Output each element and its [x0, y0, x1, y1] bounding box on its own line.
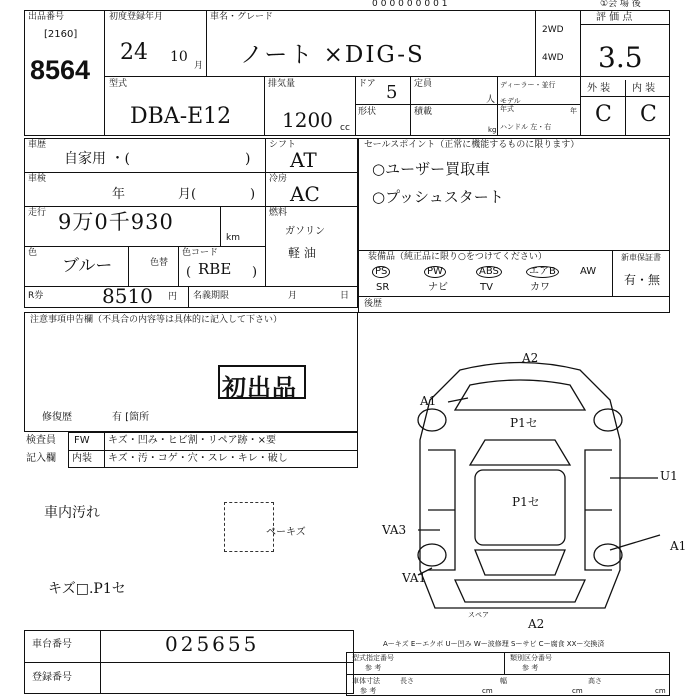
load-label: 積載	[414, 107, 433, 117]
color-paren-close: )	[252, 265, 258, 280]
inspection-year: 年	[112, 187, 126, 202]
inspector-int-items: キズ・汚・コゲ・穴・スレ・キレ・破し	[108, 453, 288, 464]
chassis-value: 025655	[165, 632, 260, 656]
dealer-label: ディーラー・並行	[500, 81, 556, 89]
first-listing-text: 初出品	[222, 374, 297, 402]
color-change-label: 色替	[150, 258, 169, 268]
shape-label: 形状	[358, 107, 377, 117]
repair-label: 修復歴	[42, 412, 72, 423]
diagram-mark-rear-left: VA1	[402, 571, 427, 585]
remarks-label: 後歴	[364, 299, 383, 309]
equip-leather: カワ	[530, 282, 550, 293]
exterior-score: C	[595, 102, 612, 127]
class-ref: 参 考	[522, 664, 539, 672]
recycle-label: R券	[28, 291, 44, 301]
mileage-label: 走行	[28, 208, 47, 218]
ac-label: 冷房	[269, 174, 288, 184]
length-label: 長さ	[400, 677, 414, 685]
inspection-month: 月(	[178, 187, 197, 202]
car-name: ノート ×DIG-S	[240, 42, 425, 68]
width-unit: cm	[572, 687, 583, 695]
door-label: ドア	[358, 79, 376, 89]
shift-value: AT	[290, 148, 317, 172]
equip-airbag: エアB	[526, 266, 559, 278]
diagram-mark-front-left: A1	[420, 394, 437, 408]
note-scratch: キズ□.P1セ	[48, 581, 126, 597]
damage-legend: Aーキズ Eーエクボ Uー凹み Wー波修理 Sーサビ Cー腐食 XXー交換済	[383, 640, 605, 648]
model-year-label: モデル 年式	[500, 97, 521, 113]
door-value: 5	[386, 82, 398, 103]
inspector-fw: FW	[74, 435, 90, 446]
interior-score: C	[640, 102, 657, 127]
diagram-mark-rear-right: A1	[670, 539, 687, 553]
recycle-value: 8510	[102, 284, 153, 308]
note-interior-dirty: 車内汚れ	[44, 505, 100, 521]
reg-month: 10	[170, 49, 188, 65]
registration-label: 登録番号	[32, 672, 72, 683]
color-value: ブルー	[62, 256, 113, 276]
color-paren-open: (	[186, 265, 192, 280]
type-ref: 参 考	[365, 664, 382, 672]
color-label: 色	[28, 248, 38, 258]
sales-point-1: ○ユーザー買取車	[372, 160, 491, 178]
model-value: DBA-E12	[130, 104, 232, 129]
type-label: 型式指定番号	[352, 654, 394, 662]
recycle-unit: 円	[168, 292, 178, 302]
note-bumper: ペーキズ	[266, 527, 306, 538]
spare-label: スペア	[468, 611, 489, 619]
history-value: 自家用 ・(	[64, 151, 130, 167]
top-number-fragment: 000000001	[372, 0, 451, 9]
mileage-unit: km	[226, 233, 240, 243]
year-unit: 年	[570, 107, 577, 115]
reg-year: 24	[120, 40, 148, 65]
load-unit: kg	[488, 126, 497, 134]
equip-aw: AW	[580, 266, 597, 277]
height-unit: cm	[655, 687, 666, 695]
equip-pw: PW	[424, 266, 446, 278]
lot-label: 出品番号	[28, 12, 65, 22]
fuel-gas: ガソリン	[285, 226, 325, 237]
expiry-day: 日	[340, 291, 350, 301]
equipment-label: 装備品（純正品に限り○をつけてください）	[368, 252, 547, 262]
expiry-month: 月	[288, 291, 298, 301]
venue-header: ①会 場 後	[600, 0, 641, 9]
expiry-label: 名義期限	[193, 291, 230, 301]
reg-label: 初度登録年月	[109, 12, 164, 22]
equip-tv: TV	[480, 282, 493, 293]
handle-label: ハンドル 左・右	[500, 123, 552, 131]
diagram-mark-front: A2	[522, 351, 539, 365]
sales-points-label: セールスポイント（正常に機能するものに限ります）	[364, 140, 580, 150]
history-label: 車歴	[28, 140, 47, 150]
diagram-mark-right: U1	[660, 469, 678, 483]
fuel-diesel: 軽 油	[288, 246, 316, 260]
length-unit: cm	[482, 687, 493, 695]
notes-label: 注意事項申告欄（不具合の内容等は具体的に記入して下さい）	[30, 315, 283, 325]
drive-4wd: 4WD	[542, 53, 564, 63]
diagram-mark-left: VA3	[382, 523, 407, 537]
sales-point-2-text: プッシュスタート	[385, 188, 504, 206]
inspection-label: 車検	[28, 174, 47, 184]
dims-ref: 参 考	[360, 687, 377, 695]
cc-value: 1200	[282, 108, 333, 132]
diagram-mark-hood: P1セ	[510, 416, 538, 430]
reg-month-unit: 月	[194, 61, 204, 71]
diagram-mark-rear: A2	[528, 617, 545, 631]
sales-point-1-text: ユーザー買取車	[385, 160, 491, 178]
drive-2wd: 2WD	[542, 25, 564, 35]
car-damage-diagram	[360, 340, 680, 630]
cc-label: 排気量	[268, 79, 296, 89]
cc-unit: cc	[340, 123, 350, 133]
mileage-value: 9万0千930	[58, 210, 174, 234]
inspector-int: 内装	[72, 453, 92, 464]
exterior-label: 外 装	[587, 83, 611, 94]
history-close: )	[245, 151, 251, 167]
model-label: 型式	[109, 79, 128, 89]
ac-value: AC	[290, 182, 320, 206]
color-code-label: 色コード	[182, 248, 219, 258]
header-frame	[24, 10, 670, 136]
chassis-label: 車台番号	[32, 639, 72, 650]
dims-label: 車体寸法	[352, 677, 380, 685]
inspector-fw-items: キズ・凹み・ヒビ割・リペア跡・×要	[108, 435, 276, 446]
equip-navi: ナビ	[428, 282, 448, 293]
inspection-close: )	[250, 187, 256, 202]
interior-label: 内 装	[632, 83, 656, 94]
equip-sr: SR	[376, 282, 390, 293]
sales-point-2: ○プッシュスタート	[372, 188, 504, 206]
repair-value: 有 [箇所	[112, 412, 150, 423]
car-name-label: 車名・グレード	[210, 12, 274, 22]
eval-label: 評 価 点	[596, 12, 633, 23]
inspector-label-1: 検査員	[26, 435, 56, 446]
notes-frame	[24, 312, 358, 432]
shift-label: シフト	[269, 140, 297, 150]
fuel-label: 燃料	[269, 208, 288, 218]
equip-ps: PS	[372, 266, 390, 278]
warranty-value: 有・無	[624, 273, 661, 287]
inspector-label-2: 記入欄	[26, 453, 56, 464]
capacity-label: 定員	[414, 79, 433, 89]
diagram-mark-roof: P1セ	[512, 495, 540, 509]
class-label: 類別区分番号	[510, 654, 552, 662]
width-label: 幅	[500, 677, 507, 685]
lot-sub: [2160]	[44, 29, 78, 40]
eval-score: 3.5	[598, 41, 643, 74]
capacity-unit: 人	[486, 95, 496, 105]
color-code-value: RBE	[198, 260, 232, 278]
lot-number: 8564	[30, 55, 91, 85]
warranty-label: 新車保証書	[621, 253, 661, 262]
height-label: 高さ	[588, 677, 602, 685]
equip-abs: ABS	[476, 266, 502, 278]
